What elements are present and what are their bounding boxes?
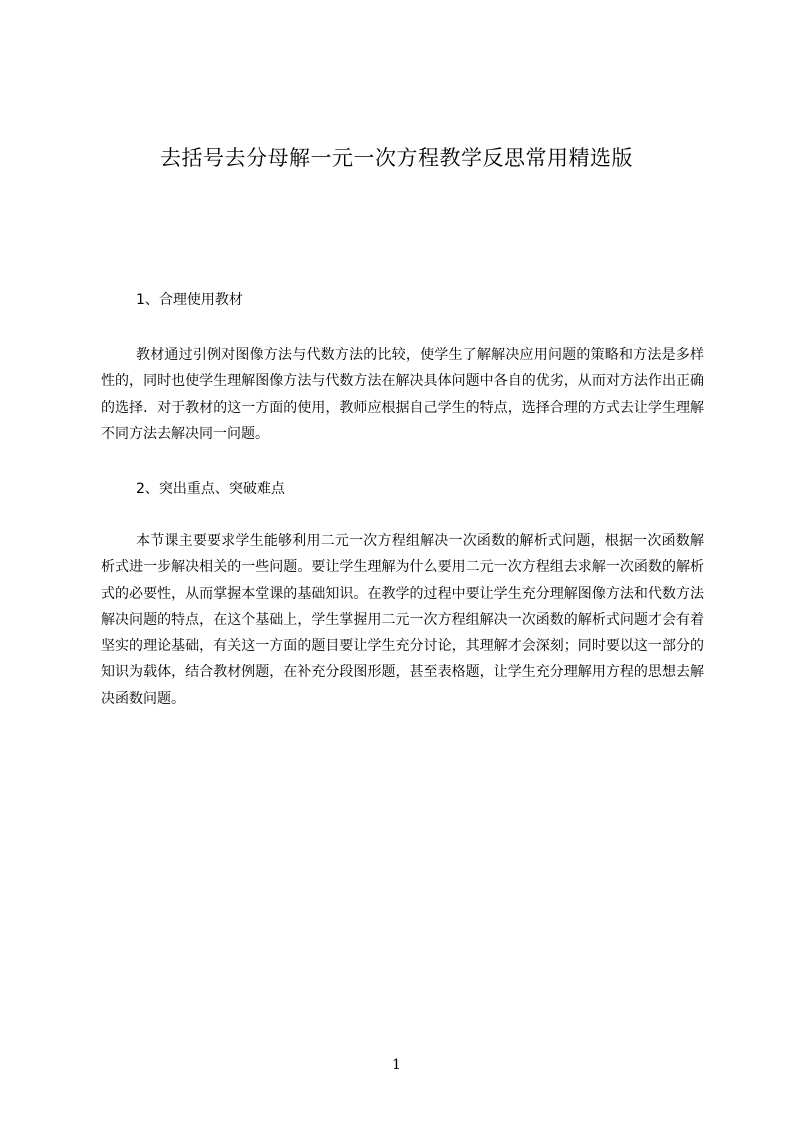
- section-heading-2: 2、突出重点、突破难点: [136, 481, 285, 497]
- page-number: 1: [392, 1057, 401, 1073]
- section-paragraph-2: 本节课主要要求学生能够利用二元一次方程组解决一次函数的解析式问题，根据一次函数解析式进一步解决相关的一些问题。要让学生理解为什么要用二元一次方程组去求解一次函数的解析式的必要性，从而掌握本堂课的基础知识。在教学的过程中要让学生充分理解图像方法和代数方法解决问题的特点，在这个基础上，学生掌握用二元一次方程组解决一次函数的解析式问题才会有着坚实的理论基础，有关这一方面的题目要让学生充分讨论，其理解才会深刻；同时要以这一部分的知识为载体，结合教材例题，在补充分段图形题，甚至表格题，让学生充分理解用方程的思想去解决函数问题。: [101, 533, 704, 707]
- section-heading-1: 1、合理使用教材: [136, 292, 243, 308]
- document-title: 去括号去分母解一元一次方程教学反思常用精选版: [160, 146, 633, 170]
- section-paragraph-1: 教材通过引例对图像方法与代数方法的比较，使学生了解解决应用问题的策略和方法是多样性的，同时也使学生理解图像方法与代数方法在解决具体问题中各自的优劣，从而对方法作出正确的选择．对于教材的这一方面的使用，教师应根据自己学生的特点，选择合理的方式去让学生理解不同方法去解决同一问题。: [101, 347, 704, 442]
